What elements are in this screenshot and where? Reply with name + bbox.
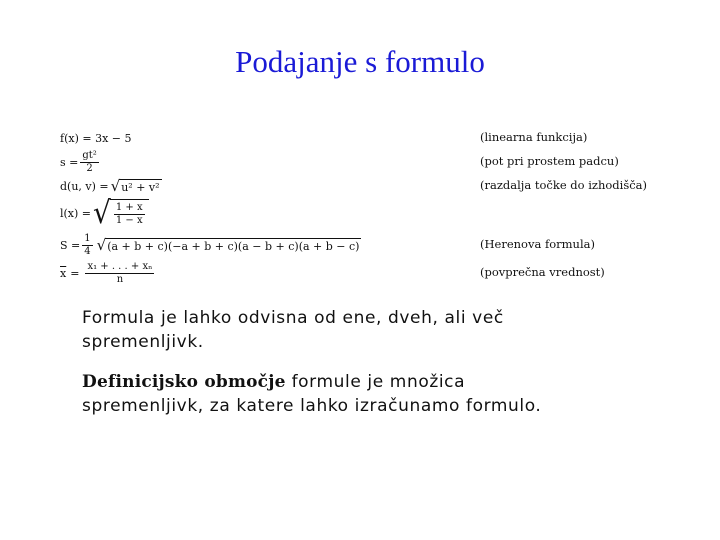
- formula-lhs: S =: [60, 238, 81, 252]
- formula-description: (Herenova formula): [480, 237, 595, 252]
- paragraph-domain: [82, 370, 542, 418]
- formula-description: (linearna funkcija): [480, 130, 588, 145]
- fraction-denominator: 1 − x: [115, 214, 143, 226]
- radical-sign-icon: √: [93, 194, 111, 231]
- fraction: [85, 262, 154, 285]
- formula-description: (povprečna vrednost): [480, 265, 605, 280]
- radicand: u² + v²: [121, 180, 160, 194]
- formula-distance: [60, 176, 162, 195]
- fraction-numerator: 1: [84, 232, 91, 244]
- formula-heron: [60, 234, 361, 257]
- formula-mean: [60, 262, 156, 285]
- fraction-numerator: gt²: [82, 149, 97, 161]
- definition-term: Definicijsko območje: [82, 372, 286, 392]
- radicand: (a + b + c)(−a + b + c)(a − b + c)(a + b − c): [107, 239, 360, 253]
- formula-row-distance: [60, 176, 680, 196]
- fraction-numerator: 1 + x: [115, 201, 143, 213]
- definition-text: formule je množica spremenljivk, za katere lahko izračunamo formulo.: [82, 372, 542, 416]
- fraction-numerator: x₁ + . . . + xₙ: [87, 260, 153, 272]
- fraction-denominator: n: [116, 273, 124, 285]
- formula-row-heron: [60, 230, 680, 260]
- square-root: [110, 176, 162, 195]
- fraction: [82, 234, 92, 257]
- formula-list: [60, 128, 680, 286]
- square-root: [96, 235, 362, 254]
- radicand: [110, 199, 149, 227]
- formula-root-fraction: [60, 194, 149, 231]
- formula-lhs: f(x) = 3x − 5: [60, 131, 132, 145]
- formula-free-fall: [60, 151, 101, 174]
- fraction-denominator: 4: [84, 245, 91, 257]
- radical-sign-icon: √: [96, 235, 107, 254]
- square-root: [93, 194, 149, 231]
- formula-lhs-mean: $\overline{x}$: [60, 266, 67, 280]
- formula-row-root-fraction: [60, 196, 680, 230]
- formula-row-free-fall: [60, 148, 680, 176]
- formula-row-mean: [60, 260, 680, 286]
- slide-title: Podajanje s formulo: [235, 44, 485, 79]
- formula-equals: =: [70, 266, 80, 280]
- formula-linear: [60, 133, 131, 144]
- formula-description: (razdalja točke do izhodišča): [480, 178, 648, 193]
- formula-lhs: l(x) =: [60, 206, 92, 220]
- formula-description: (pot pri prostem padcu): [480, 154, 619, 169]
- fraction-denominator: 2: [86, 162, 93, 174]
- formula-row-linear: [60, 128, 680, 148]
- paragraph-variables: Formula je lahko odvisna od ene, dveh, ali več spremenljivk.: [82, 308, 504, 352]
- radical-sign-icon: √: [110, 176, 121, 195]
- fraction: [114, 203, 145, 226]
- formula-lhs: d(u, v) =: [60, 179, 109, 193]
- formula-lhs: s =: [60, 155, 79, 169]
- fraction: [80, 151, 98, 174]
